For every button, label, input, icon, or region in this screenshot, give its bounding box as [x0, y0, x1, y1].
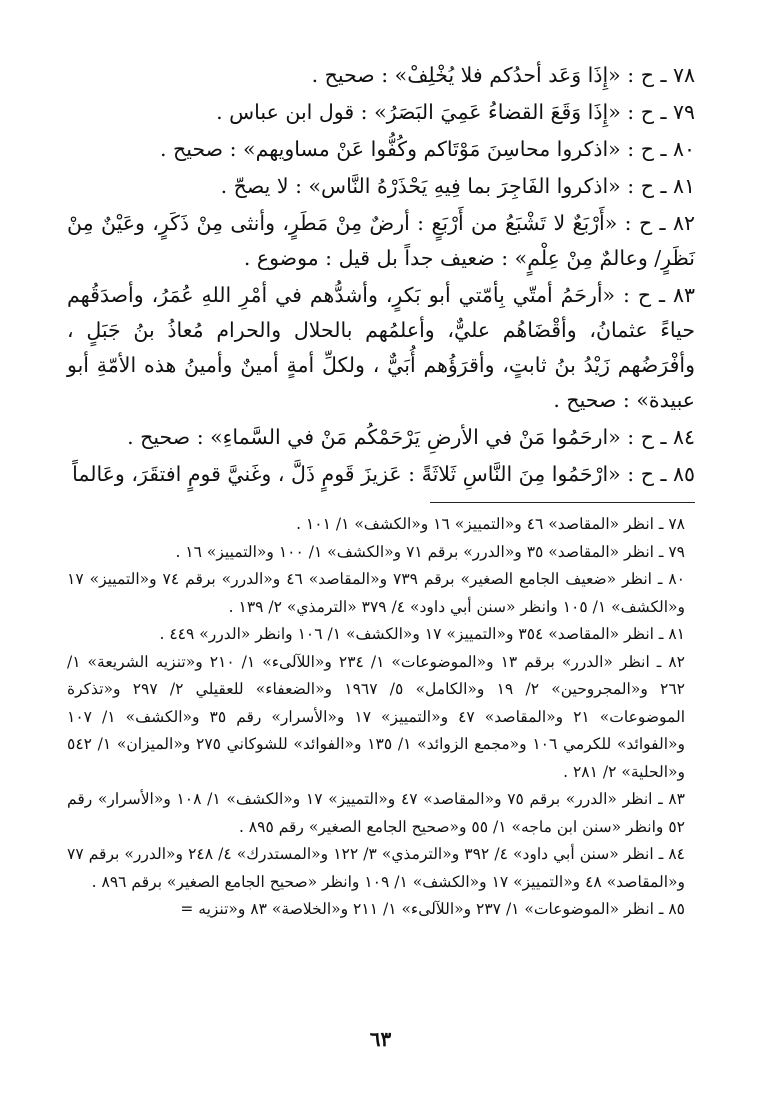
entry-text: «إِذَا وَقَعَ القضاءُ عَمِيَ البَصَرُ» : قول ابن عباس .: [216, 100, 621, 124]
entry-text: «إِذَا وَعَد أحدُكم فلا يُخْلِفْ» : صحيح .: [311, 63, 621, 87]
entry-text: «ارحَمُوا مَنْ في الأرضِ يَرْحَمْكُم مَنْ في السَّماءِ» : صحيح .: [127, 425, 621, 449]
entry-number: ٨٣ ـ ح :: [623, 283, 695, 307]
hadith-entry-79: [67, 95, 695, 130]
entry-number: ٧٩ ـ ح :: [627, 100, 695, 124]
page-number: ٦٣: [369, 1027, 392, 1051]
footnote-79: ٧٩ ـ انظر «المقاصد» ٣٥ و«الدرر» برقم ٧١ و«الكشف» ١/ ١٠٠ و«التمييز» ١٦ .: [175, 542, 685, 561]
footnote-83: ٨٣ ـ انظر «الدرر» برقم ٧٥ و«المقاصد» ٤٧ و«التمييز» ١٧ و«الكشف» ١/ ١٠٨ و«الأسرار» رقم ٥٢ وانظر «سنن ابن ماجه» ١/ ٥٥ و«صحيح الجامع الصغير» رقم ٨٩٥ .: [67, 790, 685, 836]
entry-text: «أَرْبَعٌ لا تَشْبَعُ من أَرْبَعٍ : أرضٌ مِنْ مَطَرٍ، وأنثى مِنْ ذَكَرٍ، وعَيْنٌ مِنْ نَظَرٍ/ وعالمٌ مِنْ عِلْمٍ» : ضعيف جداً بل قيل : موضوع .: [67, 211, 695, 270]
footnotes: [67, 511, 695, 924]
hadith-entry-80: [67, 132, 695, 167]
hadith-entry-84: [67, 420, 695, 455]
hadith-entry-81: [67, 169, 695, 204]
hadith-entry-82: [67, 206, 695, 276]
footnote-84: ٨٤ ـ انظر «سنن أبي داود» ٤/ ٣٩٢ و«الترمذي» ٣/ ١٢٢ و«المستدرك» ٤/ ٢٤٨ و«الدرر» برقم ٧٧ و«المقاصد» ٤٨ و«التمييز» ١٧ و«الكشف» ١/ ١٠٩ وانظر «صحيح الجامع الصغير» برقم ٨٩٦ .: [67, 845, 686, 891]
footnote-85: ٨٥ ـ انظر «الموضوعات» ١/ ٢٣٧ و«اللآلىء» ١/ ٢١١ و«الخلاصة» ٨٣ و«تنزيه =: [180, 900, 685, 918]
entry-number: ٨١ ـ ح :: [627, 174, 695, 198]
entry-text: «أرحَمُ أمتّي بِأمّتي أبو بَكرٍ، وأشدُّهم في أمْرِ اللهِ عُمَرُ، وأصدَقُهم حياءً عثمانُ، وأقْضَاهُم عليٌّ، وأعلمُهم بالحلال والحرام مُعاذُ بنُ جَبَلٍ ، وأفْرَضُهم زَيْدُ بنُ ثابتٍ، وأقرَؤُهم أُبَيٌّ ، ولكلِّ أمةٍ أمينٌ وأمينُ هذه الأمّةِ أبو عبيدة» : صحيح .: [67, 283, 695, 412]
hadith-list: [67, 58, 695, 492]
entry-text: «اذكروا محاسِنَ مَوْتَاكم وكُفُّوا عَنْ مساويهم» : صحيح .: [160, 137, 621, 161]
hadith-entry-78: [67, 58, 695, 93]
footnote-82: ٨٢ ـ انظر «الدرر» برقم ١٣ و«الموضوعات» ١/ ٢٣٤ و«اللآلىء» ١/ ٢١٠ و«تنزيه الشريعة» ١/ ٢٦٢ و«المجروحين» ٢/ ١٩ و«الكامل» ٥/ ١٩٦٧ و«الضعفاء» للعقيلي ٢/ ٢٩٧ و«تذكرة الموضوعات» ٢١ و«المقاصد» ٤٧ و«التمييز» ١٧ و«الأسرار» رقم ٣٥ و«الكشف» ١/ ١٠٧ و«الفوائد» للكرمي ١٠٦ و«مجمع الزوائد» ١/ ١٣٥ و«الفوائد» للشوكاني ٢٧٥ و«الميزان» ١/ ٥٤٢ و«الحلية» ٢/ ٢٨١ .: [67, 652, 686, 781]
footnote-divider: [430, 502, 695, 503]
footnote-81: ٨١ ـ انظر «المقاصد» ٣٥٤ و«التمييز» ١٧ و«الكشف» ١/ ١٠٦ وانظر «الدرر» ٤٤٩ .: [159, 625, 685, 643]
entry-text: «ارْحَمُوا مِنَ النَّاسِ ثَلاثَةً : عَزيزَ قَومٍ ذَلَّ ، وغَنيَّ قومٍ افتقَرَ، وعَالماً: [72, 462, 621, 486]
entry-text: «اذكروا الفَاجِرَ بما فِيهِ يَحْذَرْهُ النَّاس» : لا يصحّ .: [220, 174, 621, 198]
hadith-entry-85: [67, 457, 695, 492]
footnote-78: ٧٨ ـ انظر «المقاصد» ٤٦ و«التمييز» ١٦ و«الكشف» ١/ ١٠١ .: [296, 515, 685, 533]
entry-number: ٧٨ ـ ح :: [627, 63, 695, 87]
hadith-entry-83: [67, 278, 695, 418]
entry-number: ٨٠ ـ ح :: [627, 137, 695, 161]
entry-number: ٨٥ ـ ح :: [627, 462, 695, 486]
entry-number: ٨٤ ـ ح :: [627, 425, 695, 449]
entry-number: ٨٢ ـ ح :: [624, 211, 695, 235]
book-page: [67, 58, 695, 1058]
footnote-80: ٨٠ ـ انظر «ضعيف الجامع الصغير» برقم ٧٣٩ و«المقاصد» ٤٦ و«الدرر» برقم ٧٤ و«التمييز» ١٧ و«الكشف» ١/ ١٠٥ وانظر «سنن أبي داود» ٤/ ٣٧٩ «الترمذي» ٢/ ١٣٩ .: [67, 570, 686, 616]
